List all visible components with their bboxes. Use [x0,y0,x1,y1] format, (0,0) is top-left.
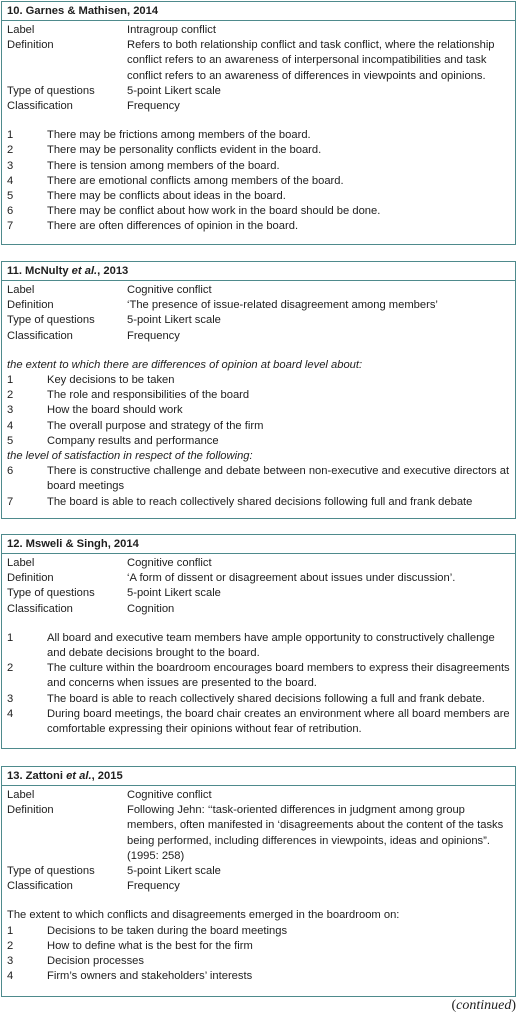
list-item: 1 All board and executive team members have ample opportunity to constructively challenge and debate decisions brought to the board. [7,631,495,660]
list-item: 3 The board is able to reach collectively shared decisions following a full and frank debate. [7,692,485,705]
field-classification: Classification Frequency [7,329,180,342]
list-item: 7 There are often differences of opinion in the board. [7,220,299,233]
list-item: 2 The culture within the boardroom encourages board members to express their disagreements and concerns when issues are presented to the board. [7,662,510,690]
field-definition: Definition ‘The presence of issue-related disagreement among members’ [7,299,438,312]
field-label: Label Cognitive conflict [7,789,212,801]
field-type: Type of questions 5-point Likert scale [7,84,221,97]
field-classification: Classification Frequency [7,880,180,893]
list-item: 2 There may be personality conflicts evident in the board. [7,144,322,157]
list-item: 6 There may be conflict about how work in the board should be done. [7,205,381,218]
field-definition: Definition Following Jehn: ‘‘task-oriented differences in judgment among group members, often manifested in ‘disagreements about the content of the tasks being performed, including differences in viewpoints, ideas and opinions”. (1995: 258) [7,804,504,862]
list-item: 5 Company results and performance [7,434,219,447]
field-label: Label Cognitive conflict [7,557,212,569]
list-item: 1 Key decisions to be taken [7,374,175,387]
card-title: 13. Zattoni et al., 2015 [2,767,515,786]
field-definition: Definition ‘A form of dissent or disagreement about issues under discussion’. [7,572,456,585]
measure-card-12 [1,534,516,749]
list-item: 2 The role and responsibilities of the board [7,389,250,402]
list-intro: the extent to which there are differences of opinion at board level about: [7,358,363,371]
field-type: Type of questions 5-point Likert scale [7,314,221,327]
list-item: 3 How the board should work [7,404,183,417]
list-intro: the level of satisfaction in respect of the following: [7,450,253,463]
field-definition: Definition Refers to both relationship conflict and task conflict, where the relationship conflict refers to an awareness of interpersonal incompatibilities and task conflict refers to an awareness of differences in viewpoints and opinions. [7,39,495,82]
field-label: Label Cognitive conflict [7,284,212,296]
card-title: 10. Garnes & Mathisen, 2014 [2,2,515,21]
list-item: 6 There is constructive challenge and debate between non-executive and executive directors at board meetings [7,465,510,493]
card-title: 12. Msweli & Singh, 2014 [2,535,515,554]
list-item: 4 During board meetings, the board chair creates an environment where all board members are comfortable expressing their opinions without fear of retribution. [7,707,510,736]
field-classification: Classification Frequency [7,100,180,113]
list-item: 5 There may be conflicts about ideas in the board. [7,190,286,203]
list-item: 2 How to define what is the best for the firm [7,939,253,952]
field-classification: Classification Cognition [7,602,175,615]
continued-note: (continued) [451,998,516,1013]
card-title: 11. McNulty et al., 2013 [2,262,515,281]
list-item: 4 Firm’s owners and stakeholders’ interests [7,970,253,983]
list-intro: The extent to which conflicts and disagreements emerged in the boardroom on: [7,909,400,922]
list-item: 4 There are emotional conflicts among members of the board. [7,174,344,187]
list-item: 1 There may be frictions among members of the board. [7,129,311,142]
list-item: 7 The board is able to reach collectively shared decisions following full and frank debate [7,495,473,508]
list-item: 3 There is tension among members of the board. [7,159,280,172]
field-type: Type of questions 5-point Likert scale [7,865,221,878]
field-label: Label Intragroup conflict [7,24,216,36]
measure-card-13 [1,766,516,997]
measure-card-10 [1,1,516,245]
measure-card-11 [1,261,516,519]
list-item: 3 Decision processes [7,955,145,968]
field-type: Type of questions 5-point Likert scale [7,587,221,600]
list-item: 4 The overall purpose and strategy of the firm [7,419,264,432]
list-item: 1 Decisions to be taken during the board meetings [7,924,288,937]
